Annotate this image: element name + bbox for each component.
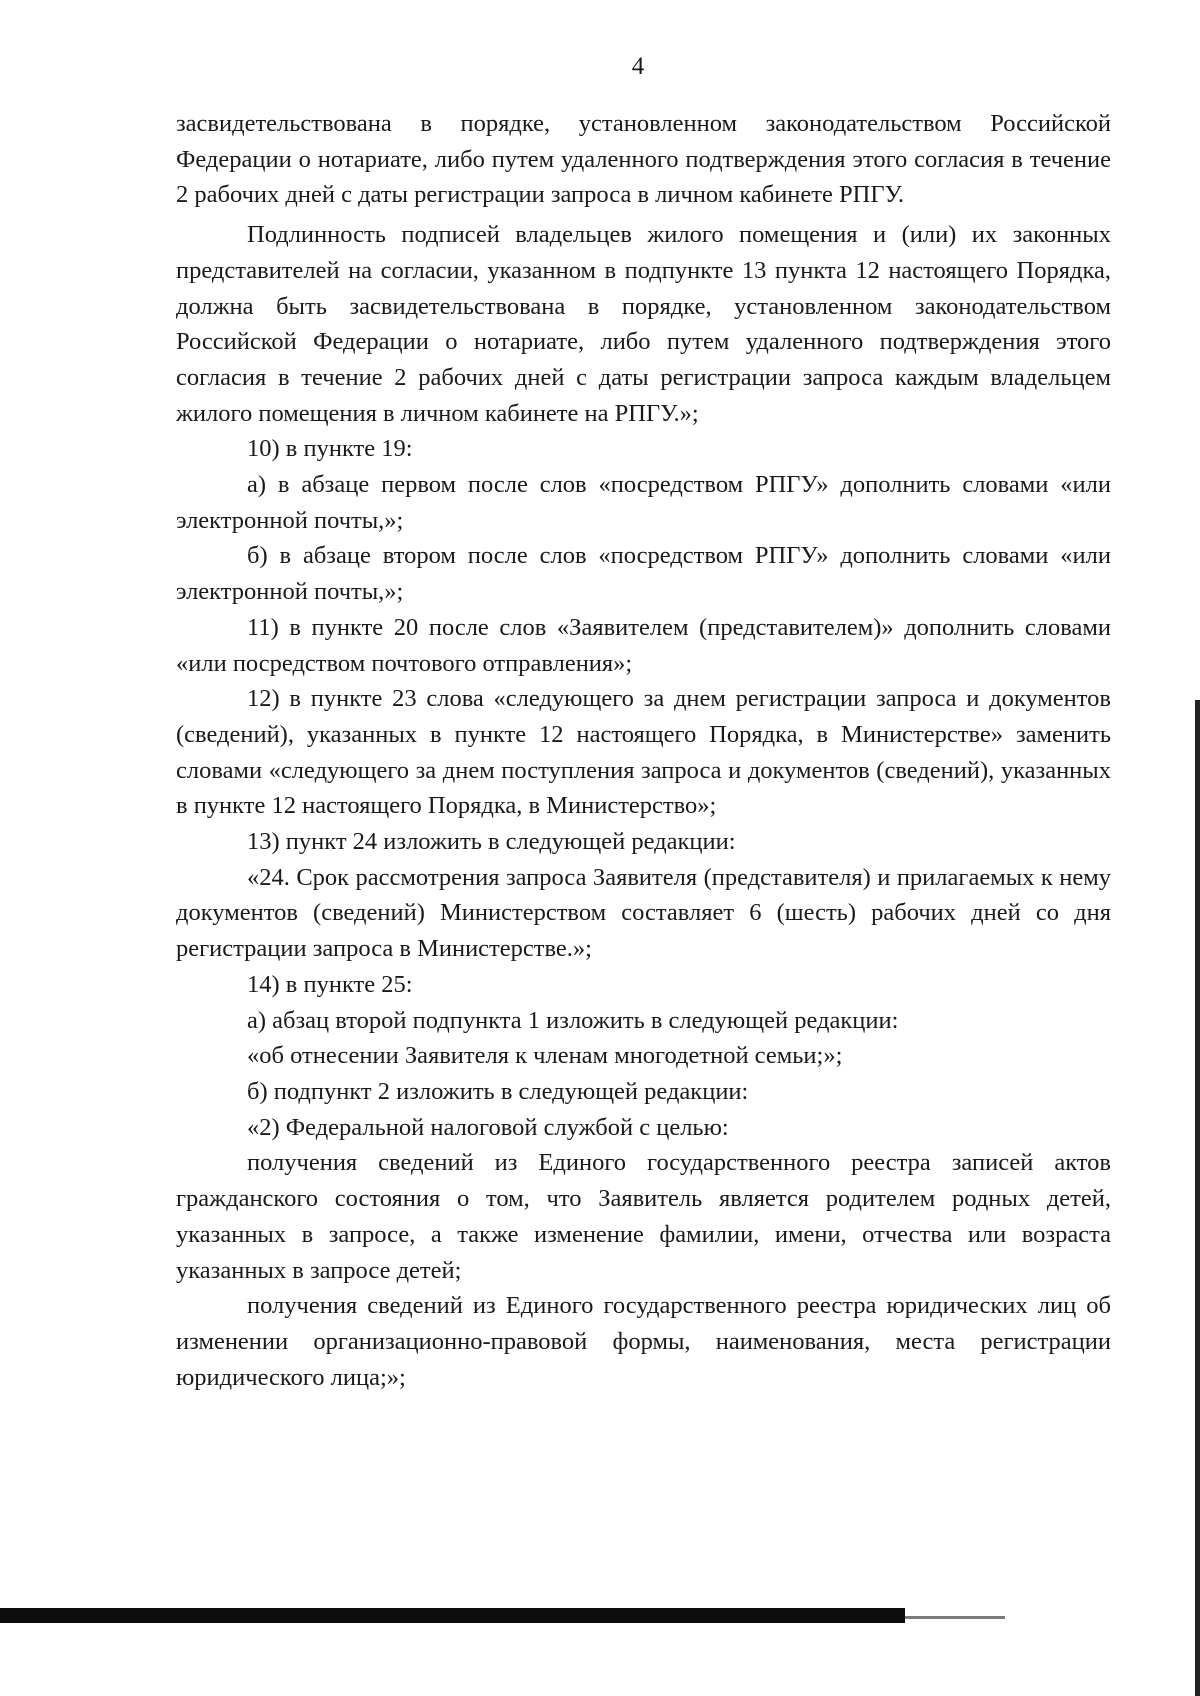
paragraph-item-14a-text: «об отнесении Заявителя к членам многодетной семьи;»; [247,1042,843,1070]
paragraph-continuation: засвидетельствована в порядке, установленном законодательством Российской Федерации о нотариате, либо путем удаленного подтверждения этого согласия в течение 2 рабочих дней с даты регистрации запроса в личном кабинете РПГУ. [176,110,1111,209]
paragraph-item-14a: а) абзац второй подпункта 1 изложить в следующей редакции: [247,1006,899,1034]
paragraph-registry-legal-entities: получения сведений из Единого государственного реестра юридических лиц об изменении организационно-правовой формы, наименования, места регистрации юридического лица;»; [176,1292,1111,1391]
paragraph-item-14b: б) подпункт 2 изложить в следующей редакции: [247,1077,749,1105]
paragraph-item-13: 13) пункт 24 изложить в следующей редакции: [247,828,736,856]
document-body [176,106,1111,1395]
paragraph-item-24-text: «24. Срок рассмотрения запроса Заявителя (представителя) и прилагаемых к нему документов (сведений) Министерством составляет 6 (шесть) рабочих дней со дня регистрации запроса в Министерстве.»; [176,863,1111,963]
scan-artifact-bottom-bar [0,1608,905,1623]
scan-artifact-right-edge [1195,700,1200,1696]
paragraph-item-2-text: «2) Федеральной налоговой службой с целью: [247,1113,729,1141]
paragraph-signatures-authenticity: Подлинность подписей владельцев жилого помещения и (или) их законных представителей на согласии, указанном в подпункте 13 пункта 12 настоящего Порядка, должна быть засвидетельствована в порядке, установленном законодательством Российской Федерации о нотариате, либо путем удаленного подтверждения этого согласия в течение 2 рабочих дней с даты регистрации запроса каждым владельцем жилого помещения в личном кабинете на РПГУ.»; [176,221,1111,427]
page-number: 4 [631,53,645,80]
paragraph-item-10a: а) в абзаце первом после слов «посредством РПГУ» дополнить словами «или электронной почты,»; [176,471,1111,534]
paragraph-item-10: 10) в пункте 19: [247,435,413,463]
paragraph-item-11: 11) в пункте 20 после слов «Заявителем (представителем)» дополнить словами «или посредством почтового отправления»; [176,613,1111,677]
scan-artifact-bottom-fade [905,1616,1005,1619]
paragraph-item-10b: б) в абзаце втором после слов «посредством РПГУ» дополнить словами «или электронной почты,»; [176,542,1111,606]
paragraph-item-14: 14) в пункте 25: [247,970,413,998]
paragraph-item-12: 12) в пункте 23 слова «следующего за днем регистрации запроса и документов (сведений), указанных в пункте 12 настоящего Порядка, в Министерстве» заменить словами «следующего за днем поступления запроса и документов (сведений), указанных в пункте 12 настоящего Порядка, в Министерство»; [176,685,1111,820]
paragraph-registry-civil-status: получения сведений из Единого государственного реестра записей актов гражданского состояния о том, что Заявитель является родителем родных детей, указанных в запросе, а также изменение фамилии, имени, отчества или возраста указанных в запросе детей; [176,1149,1111,1284]
